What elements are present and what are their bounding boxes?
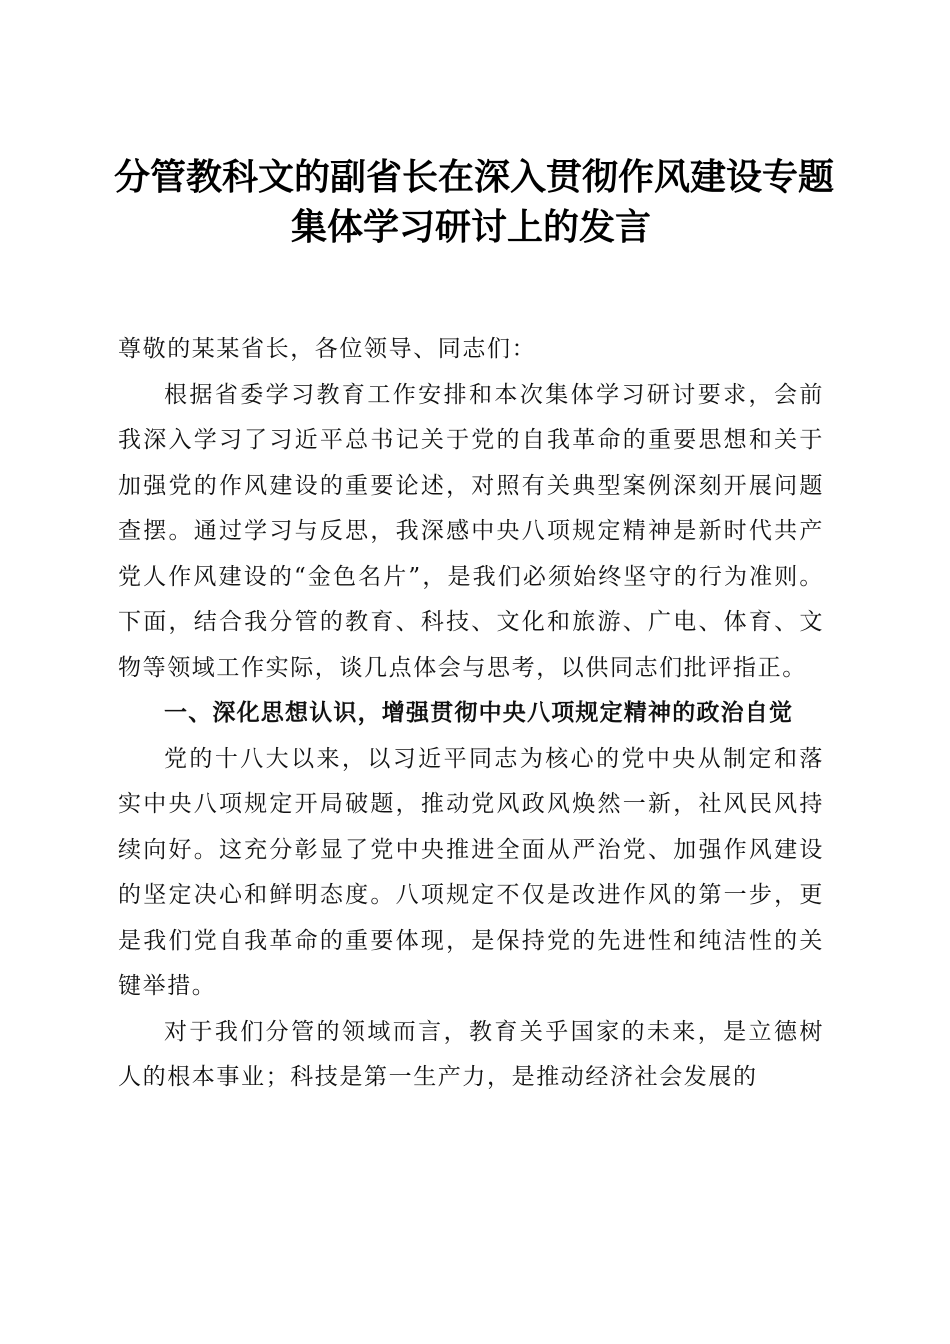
section-1-heading: 一、深化思想认识，增强贯彻中央八项规定精神的政治自觉 <box>164 700 794 726</box>
document-body <box>118 327 824 1101</box>
section-1-paragraph-1: 党的十八大以来，以习近平同志为核心的党中央从制定和落实中央八项规定开局破题，推动党风政风焕然一新，社风民风持续向好。这充分彰显了党中央推进全面从严治党、加强作风建设的坚定决心和鲜明态度。八项规定不仅是改进作风的第一步，更是我们党自我革命的重要体现，是保持党的先进性和纯洁性的关键举措。 <box>118 745 824 999</box>
title-line-2: 集体学习研讨上的发言 <box>290 206 651 248</box>
intro-paragraph: 根据省委学习教育工作安排和本次集体学习研讨要求，会前我深入学习了习近平总书记关于党的自我革命的重要思想和关于加强党的作风建设的重要论述，对照有关典型案例深刻开展问题查摆。通过学习与反思，我深感中央八项规定精神是新时代共产党人作风建设的“金色名片”，是我们必须始终坚守的行为准则。下面，结合我分管的教育、科技、文化和旅游、广电、体育、文物等领域工作实际，谈几点体会与思考，以供同志们批评指正。 <box>118 381 824 681</box>
document-title <box>114 152 835 252</box>
section-1-paragraph-2: 对于我们分管的领域而言，教育关乎国家的未来，是立德树人的根本事业；科技是第一生产力，是推动经济社会发展的 <box>118 1018 824 1090</box>
title-line-1: 分管教科文的副省长在深入贯彻作风建设专题 <box>114 156 835 198</box>
salutation: 尊敬的某某省长，各位领导、同志们： <box>118 336 537 362</box>
document-page <box>114 152 835 1101</box>
